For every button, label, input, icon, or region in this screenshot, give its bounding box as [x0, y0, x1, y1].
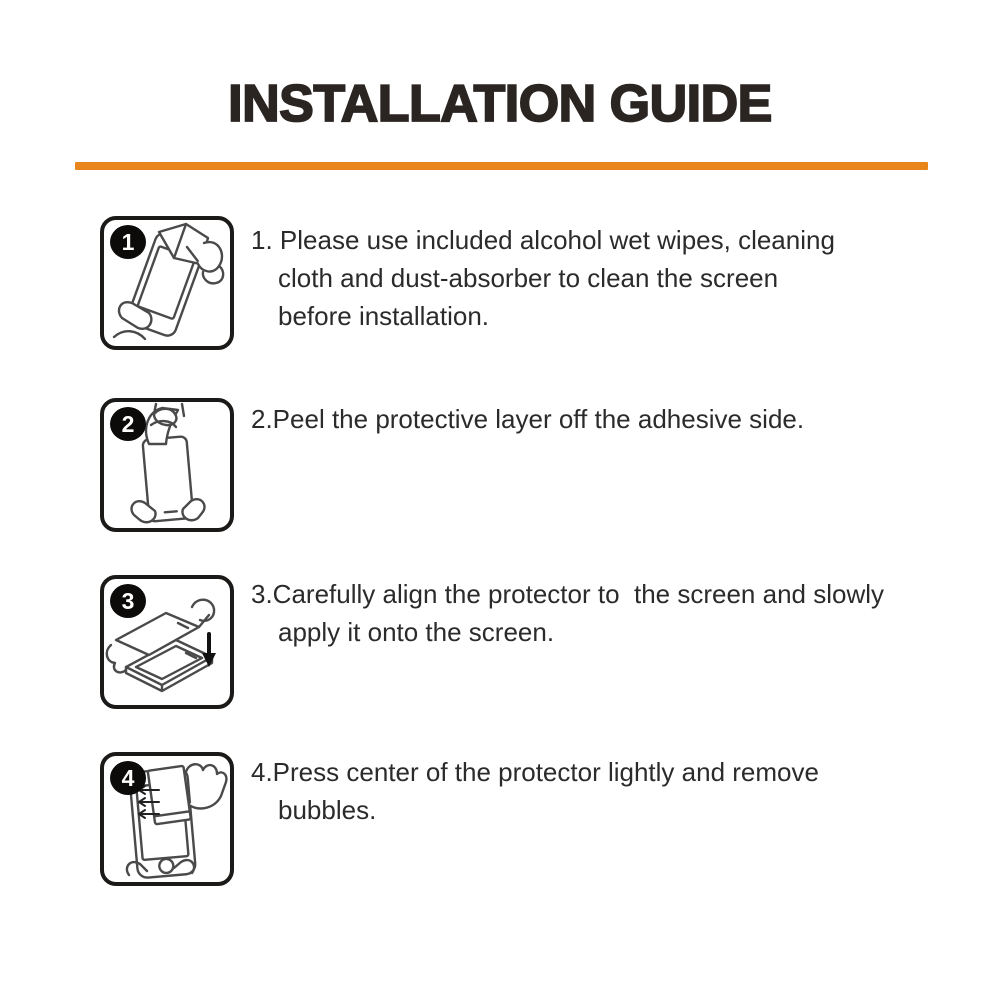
step-2-figure	[100, 398, 234, 532]
step-3-line-2: apply it onto the screen.	[278, 617, 555, 647]
step-4-figure	[100, 752, 234, 886]
step-4-badge: 4	[110, 761, 146, 795]
orange-divider	[75, 162, 928, 170]
step-2-text	[251, 400, 951, 438]
step-1-figure	[100, 216, 234, 350]
step-2-line-1: 2.Peel the protective layer off the adhesive side.	[251, 404, 805, 434]
step-1-line-3: before installation.	[278, 301, 490, 331]
step-3-badge: 3	[110, 584, 146, 618]
step-4-line-2: bubbles.	[278, 795, 377, 825]
step-2-badge: 2	[110, 407, 146, 441]
step-3-figure	[100, 575, 234, 709]
step-3-line-1: 3.Carefully align the protector to the screen and slowly	[251, 579, 885, 609]
step-1-text	[251, 221, 951, 335]
step-1-line-1: 1. Please use included alcohol wet wipes, cleaning	[251, 225, 835, 255]
step-3-text	[251, 575, 951, 651]
step-4-line-1: 4.Press center of the protector lightly and remove	[251, 757, 819, 787]
step-1-line-2: cloth and dust-absorber to clean the screen	[278, 263, 779, 293]
page-title: INSTALLATION GUIDE	[228, 75, 772, 133]
step-1-badge: 1	[110, 225, 146, 259]
step-4-text	[251, 753, 951, 829]
